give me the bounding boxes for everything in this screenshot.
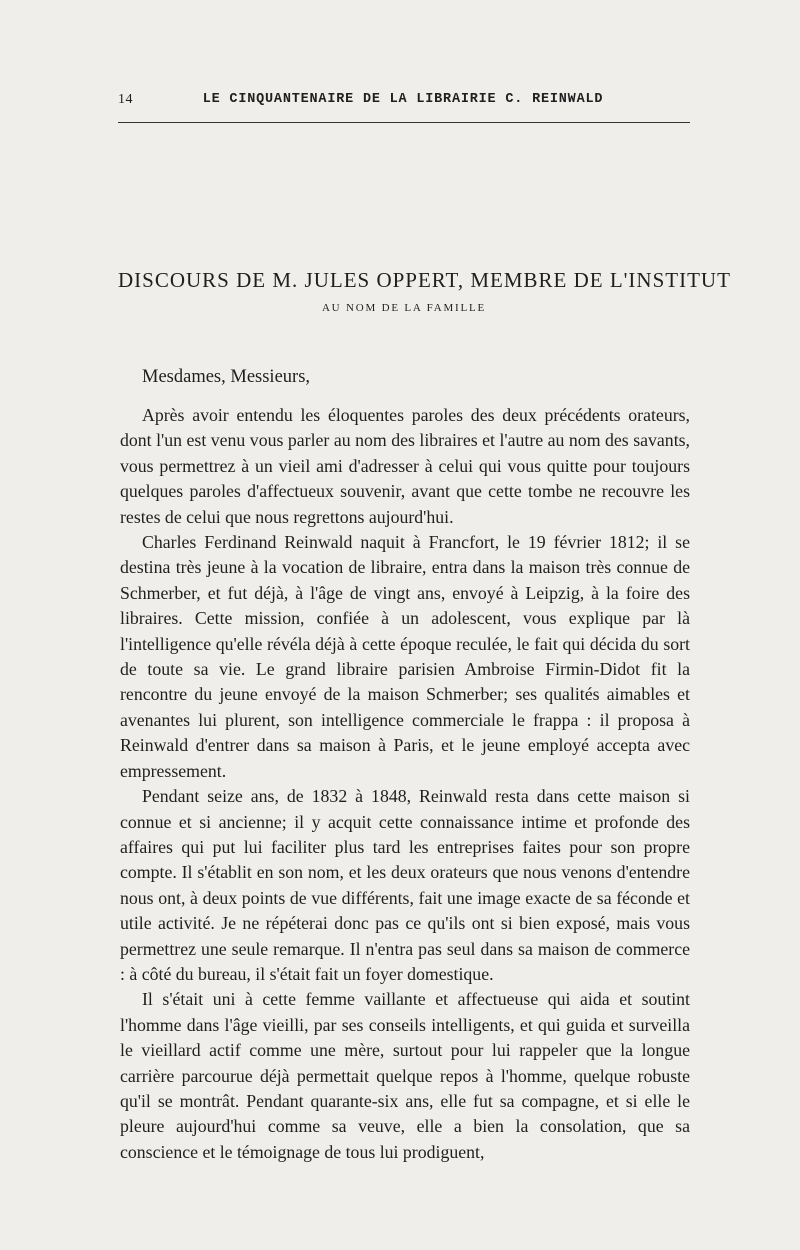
header-rule [118, 122, 690, 123]
paragraph: Pendant seize ans, de 1832 à 1848, Reinwald resta dans cette maison si connue et si ancienne; il y acquit cette connaissance intime et profonde des affaires qui put lui faciliter plus tard les entreprises faites pour son propre compte. Il s'établit en son nom, et les deux orateurs que nous venons d'entendre nous ont, à deux points de vue différents, fait une image exacte de sa féconde et utile activité. Je ne répéterai donc pas ce qu'ils ont si bien exposé, mais vous permettrez une seule remarque. Il n'entra pas seul dans sa maison de commerce : à côté du bureau, il s'était fait un foyer domestique. [120, 786, 690, 984]
running-title: LE CINQUANTENAIRE DE LA LIBRAIRIE C. REINWALD [202, 92, 604, 107]
speech-subtitle: AU NOM DE LA FAMILLE [321, 302, 487, 314]
paragraph: Charles Ferdinand Reinwald naquit à Francfort, le 19 février 1812; il se destina très jeune à la vocation de libraire, entra dans la maison très connue de Schmerber, et fut déjà, à l'âge de vingt ans, envoyé à Leipzig, à la foire des libraires. Cette mission, confiée à un adolescent, vous explique par là l'intelligence qu'elle révéla déjà à cette époque reculée, le fait qui décida du sort de toute sa vie. Le grand libraire parisien Ambroise Firmin-Didot fit la rencontre du jeune envoyé de la maison Schmerber; ses qualités aimables et avenantes lui plurent, son intelligence commerciale le frappa : il proposa à Reinwald d'entrer dans sa maison à Paris, et le jeune employé accepta avec empressement. [120, 532, 690, 781]
speech-title: DISCOURS DE M. JULES OPPERT, MEMBRE DE L'INSTITUT [118, 268, 731, 292]
paragraph: Il s'était uni à cette femme vaillante et affectueuse qui aida et soutint l'homme dans l'âge vieilli, par ses conseils intelligents, et qui guida et surveilla le vieillard actif comme une mère, surtout pour lui rappeler que la longue carrière parcourue déjà permettait quelque repos à l'homme, quelque robuste qu'il se montrât. Pendant quarante-six ans, elle fut sa compagne, et si elle le pleure aujourd'hui comme sa veuve, elle a bien la consolation, que sa conscience et le témoignage de tous lui prodiguent, [120, 989, 690, 1162]
speech-body [120, 403, 690, 1165]
paragraph: Après avoir entendu les éloquentes paroles des deux précédents orateurs, dont l'un est venu vous parler au nom des libraires et l'autre au nom des savants, vous permettrez à un vieil ami d'adresser à celui qui vous quitte pour toujours quelques paroles d'affectueux souvenir, avant que cette tombe ne recouvre les restes de celui que nous regrettons aujourd'hui. [120, 405, 690, 527]
page-number: 14 [118, 92, 133, 107]
running-head [118, 92, 688, 116]
salutation: Mesdames, Messieurs, [142, 367, 311, 387]
